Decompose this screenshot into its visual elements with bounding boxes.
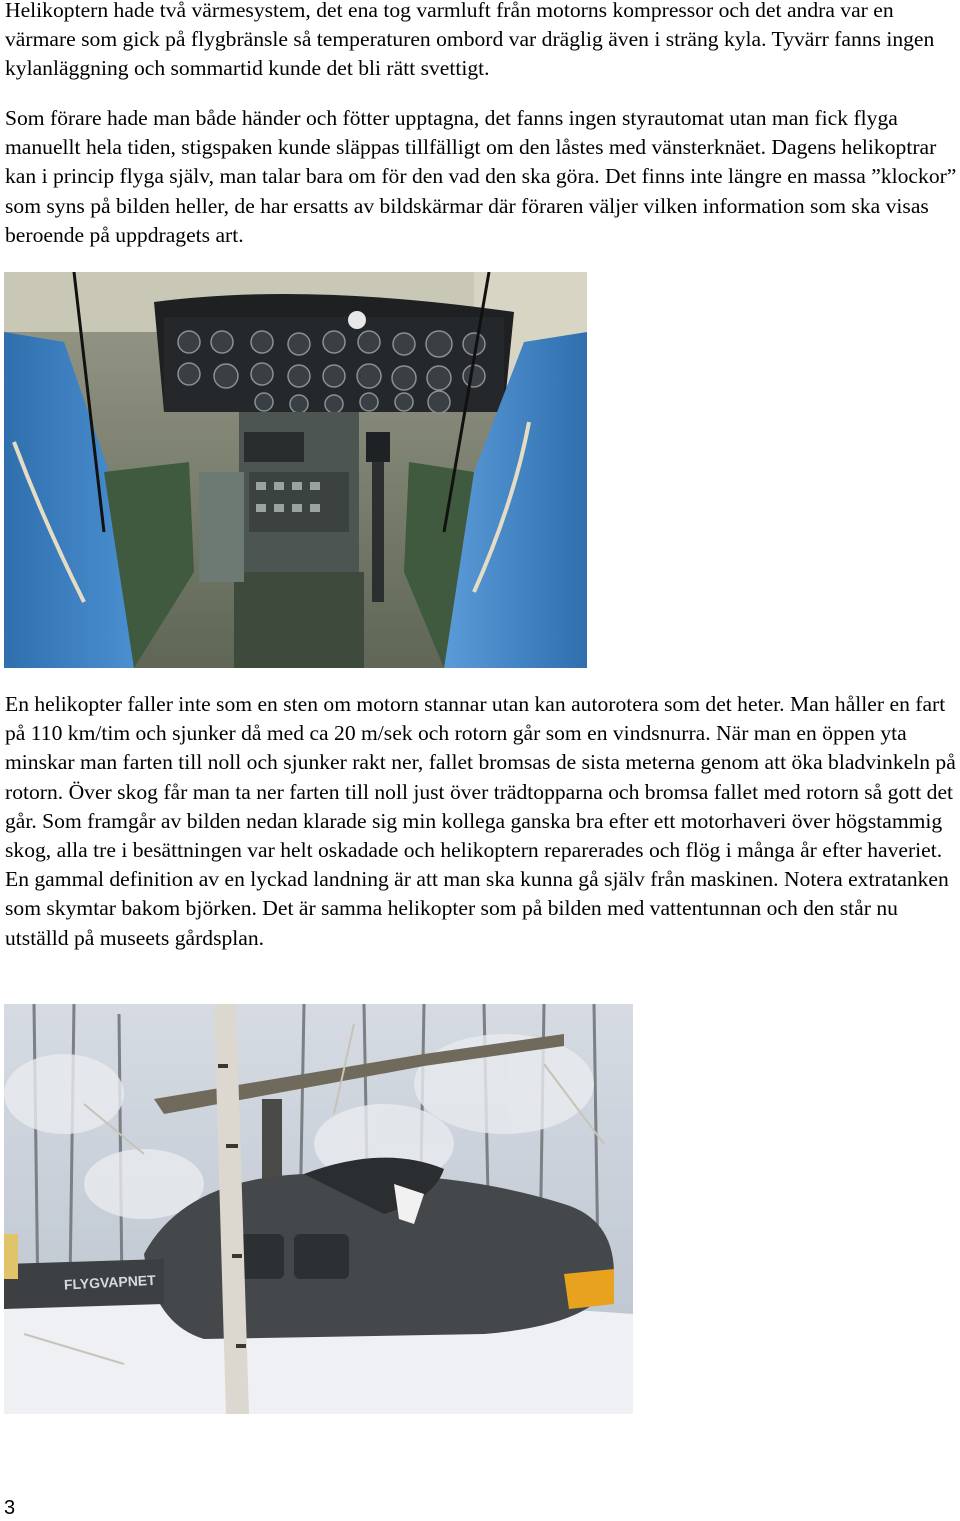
paragraph-autorotation: En helikopter faller inte som en sten om motorn stannar utan kan autorotera som det heter. Man håller en fart på 110 km/tim och sjunker då med ca 20 m/sek och rotorn går som en vindsnurra. När man en öppen yta minskar man farten till noll och sjunker rakt ner, fallet bromsas de sista meterna genom att öka bladvinkeln på rotorn. Över skog får man ta ner farten till noll just över trädtopparna och bromsa fallet med rotorn så gott det går. Som framgår av bilden nedan klarade sig min kollega ganska bra efter ett motorhaveri över högstammig skog, alla tre i besättningen var helt oskadade och helikoptern reparerades och flög i många år efter haveriet. En gammal definition av en lyckad landning är att man ska kunna gå själv från maskinen. Notera extratanken som skymtar bakom björken. Det är samma helikopter som på bilden med vattentunnan och den står nu utställd på museets gårdsplan. (5, 692, 956, 950)
paragraph-heating: Helikoptern hade två värmesystem, det ena tog varmluft från motorns kompressor och det andra var en värmare som gick på flygbränsle så temperaturen ombord var dräglig även i sträng kyla. Tyvärr fanns ingen kylanläggning och sommartid kunde det bli rätt svettigt. (5, 0, 935, 81)
crashed-helicopter-photo (4, 1004, 633, 1414)
tail-lettering: FLYGVAPNET (63, 1271, 157, 1293)
page-number: 3 (4, 1497, 16, 1519)
paragraph-pilot-workload: Som förare hade man både händer och fötter upptagna, det fanns ingen styrautomat utan man fick flyga manuellt hela tiden, stigspaken kunde släppas tillfälligt om den låstes med vänsterknäet. Dagens helikoptrar kan i princip flyga själv, man talar bara om för den vad den ska göra. Det finns inte längre en massa ”klockor” som syns på bilden heller, de har ersatts av bildskärmar där föraren väljer vilken information som ska visas beroende på uppdragets art. (5, 106, 957, 247)
cockpit-photo (4, 272, 587, 668)
